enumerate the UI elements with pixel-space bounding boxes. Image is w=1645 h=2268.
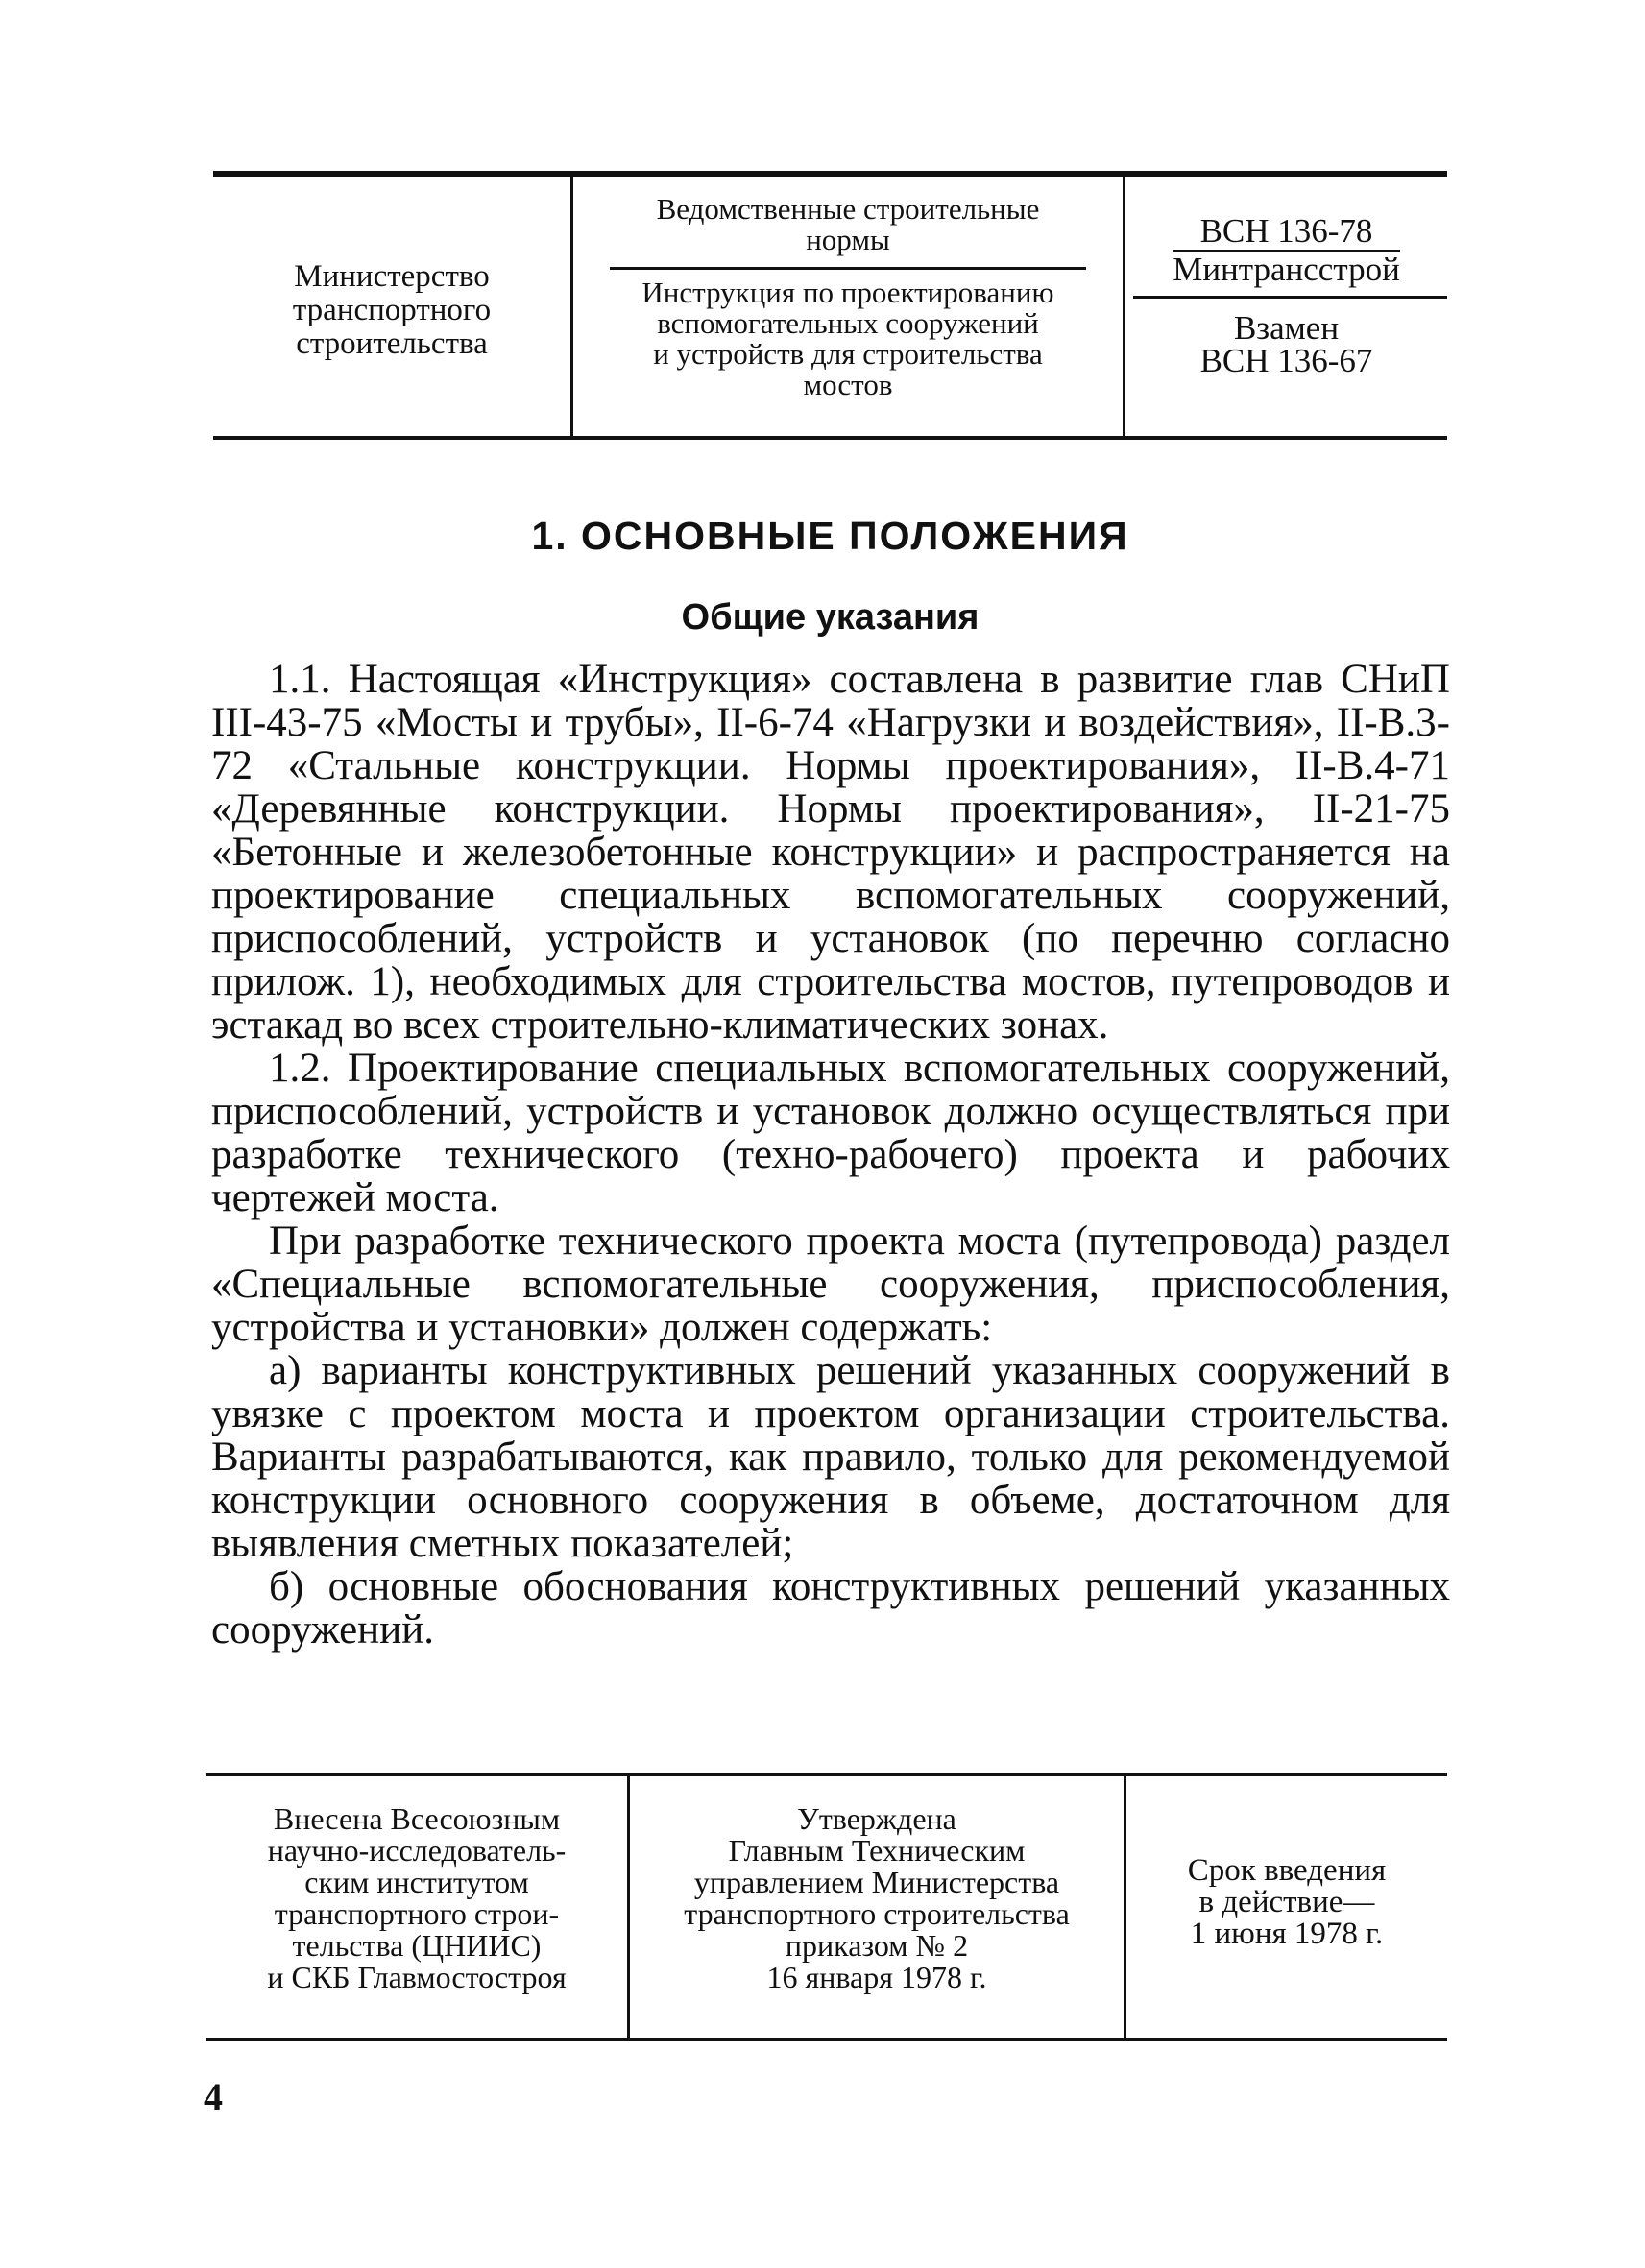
- instruction-line: мостов: [803, 368, 893, 401]
- introduced-line: и СКБ Главмостостроя: [267, 1960, 567, 1994]
- instruction-title: [593, 277, 1103, 400]
- effective-line: Срок введения: [1187, 1853, 1387, 1888]
- norm-type-line: Ведомственные строительные: [656, 192, 1040, 226]
- subsection-title: Общие указания: [681, 597, 980, 638]
- body-text: [211, 658, 1450, 1652]
- organization: Минтрансстрой: [1173, 251, 1400, 288]
- section-title: 1. ОСНОВНЫЕ ПОЛОЖЕНИЯ: [531, 514, 1129, 558]
- approved-line: Главным Техническим: [728, 1833, 1026, 1868]
- instruction-line: вспомогательных сооружений: [657, 306, 1039, 340]
- divider: [1133, 296, 1447, 299]
- ministry-line: строительства: [296, 326, 488, 361]
- instruction-line: Инструкция по проектированию: [641, 276, 1054, 309]
- effective-line: 1 июня 1978 г.: [1190, 1917, 1384, 1951]
- paragraph: 1.2. Проектирование специальных вспомогательных сооружений, приспособлений, устройств и установок должно осуществляться при разработке технического (техно-рабочего) проекта и рабочих чертежей моста.: [211, 1046, 1450, 1220]
- instruction-line: и устройств для строительства: [653, 337, 1043, 371]
- norm-type: [593, 194, 1103, 255]
- ministry-line: Министерство: [294, 258, 490, 294]
- code-cell: [1125, 177, 1447, 436]
- effective-line: в действие—: [1198, 1885, 1375, 1919]
- approved-line: приказом № 2: [785, 1928, 969, 1963]
- header-table: [213, 171, 1447, 440]
- page-number: 4: [204, 2075, 223, 2118]
- replaces-code: ВСН 136-67: [1199, 342, 1373, 379]
- introduced-line: научно-исследователь-: [267, 1833, 567, 1868]
- ministry-cell: [213, 177, 570, 436]
- introduced-by-cell: [206, 1776, 627, 2038]
- footer-table: [206, 1773, 1447, 2041]
- norm-type-line: нормы: [806, 223, 890, 256]
- approved-line: управлением Министерства: [693, 1865, 1060, 1899]
- ministry-line: транспортного: [292, 292, 492, 327]
- introduced-line: ским институтом: [304, 1865, 529, 1899]
- effective-date-cell: [1126, 1776, 1447, 2038]
- introduced-line: транспортного строи-: [274, 1896, 560, 1931]
- paragraph: а) варианты конструктивных решений указанных сооружений в увязке с проектом моста и проектом организации строительства. Варианты разрабатываются, как правило, только для рекомендуемой конструкции основного сооружения в объеме, достаточном для выявления сметных показателей;: [211, 1348, 1450, 1566]
- approved-by-cell: [627, 1776, 1126, 2038]
- paragraph: б) основные обоснования конструктивных решений указанных сооружений.: [211, 1564, 1450, 1653]
- paragraph: 1.1. Настоящая «Инструкция» составлена в развитие глав СНиП III-43-75 «Мосты и трубы», II-6-74 «Нагрузки и воздействия», II-В.3-72 «Стальные конструкции. Нормы проектирования», II-В.4-71 «Деревянные конструкции. Нормы проектирования», II-21-75 «Бетонные и железобетонные конструкции» и распространяется на проектирование специальных вспомогательных сооружений, приспособлений, устройств и установок (по перечню согласно прилож. 1), необходимых для строительства мостов, путепроводов и эстакад во всех строительно-климатических зонах.: [211, 657, 1450, 1048]
- approved-line: Утверждена: [797, 1801, 956, 1836]
- introduced-line: Внесена Всесоюзным: [273, 1801, 561, 1836]
- replaces-label: Взамен: [1233, 309, 1340, 347]
- norm-code: ВСН 136-78: [1173, 215, 1400, 252]
- introduced-line: тельства (ЦНИИС): [292, 1928, 542, 1963]
- paragraph: При разработке технического проекта моста (путепровода) раздел «Специальные вспомогательные сооружения, приспособления, устройства и установки» должен содержать:: [211, 1218, 1450, 1350]
- approved-line: 16 января 1978 г.: [766, 1960, 987, 1994]
- norm-title-cell: [570, 177, 1125, 436]
- approved-line: транспортного строительства: [684, 1896, 1070, 1931]
- divider: [610, 267, 1086, 270]
